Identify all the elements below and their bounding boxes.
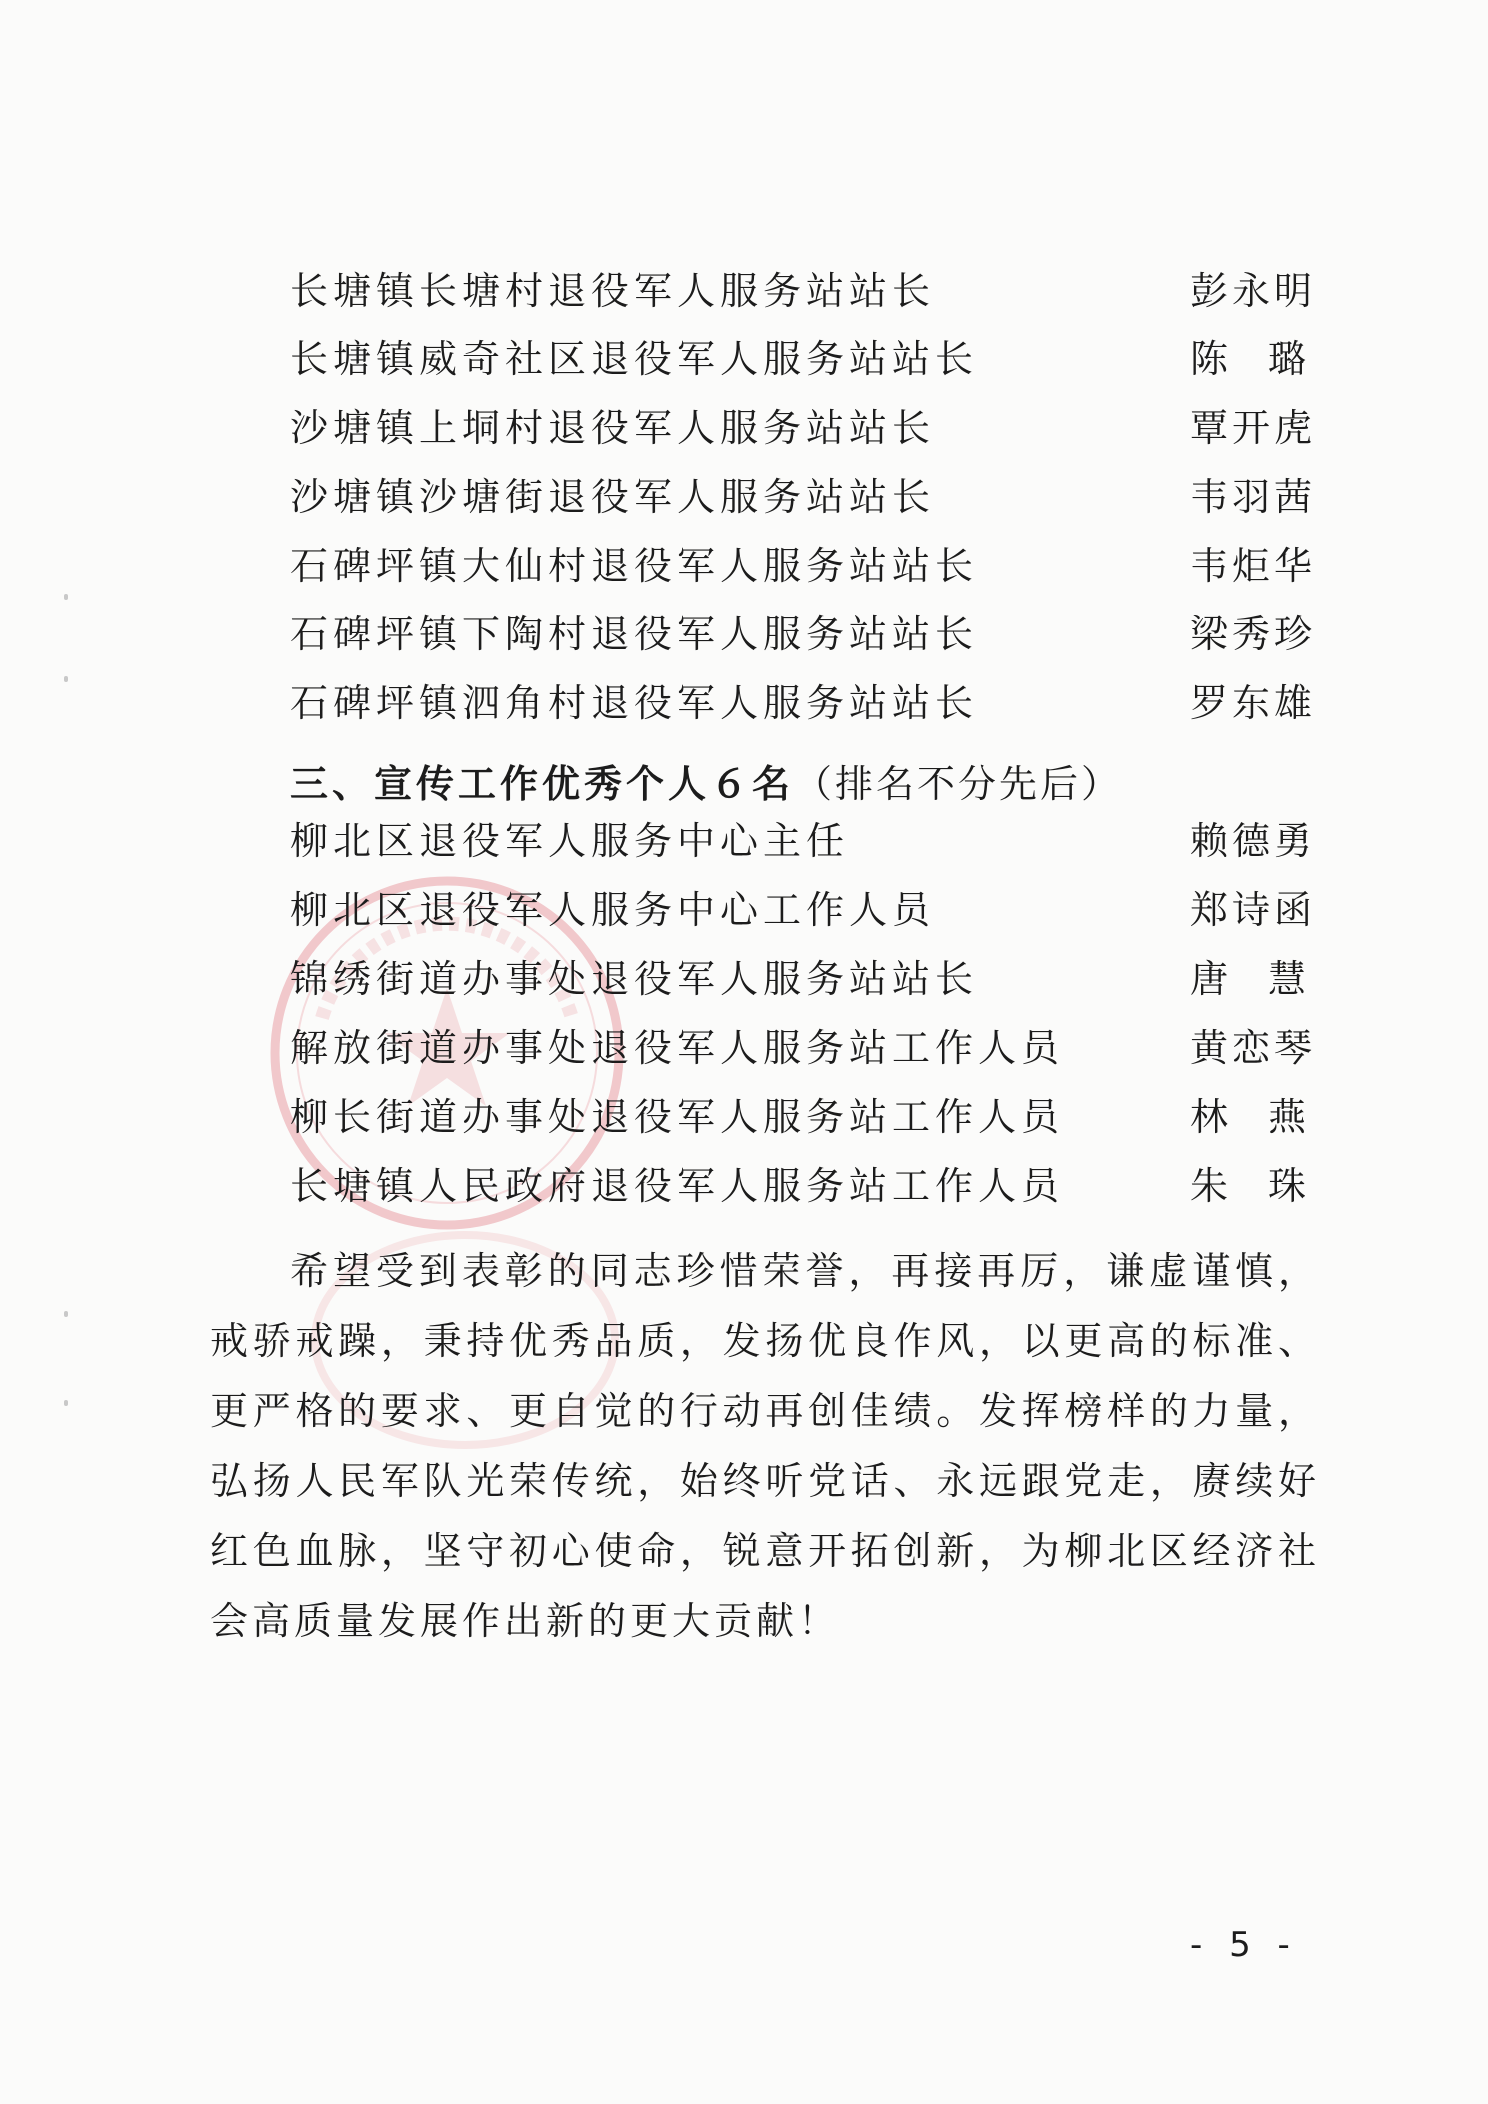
list-item — [290, 1020, 1317, 1076]
person-name: 彭永明 — [1190, 269, 1317, 313]
position-title: 解放街道办事处退役军人服务站工作人员 — [290, 1026, 1065, 1070]
scan-speck — [64, 1311, 68, 1317]
person-name: 朱 珠 — [1190, 1164, 1310, 1208]
list-item — [290, 538, 1317, 594]
list-item — [290, 951, 1310, 1007]
position-title: 石碑坪镇泗角村退役军人服务站站长 — [290, 681, 979, 725]
person-name: 郑诗函 — [1190, 888, 1317, 932]
list-item — [290, 813, 1317, 869]
position-title: 柳长街道办事处退役军人服务站工作人员 — [290, 1095, 1065, 1139]
position-title: 锦绣街道办事处退役军人服务站站长 — [290, 957, 979, 1001]
position-title: 石碑坪镇下陶村退役军人服务站站长 — [290, 612, 979, 656]
person-name: 唐 慧 — [1190, 957, 1310, 1001]
position-title: 沙塘镇沙塘街退役军人服务站站长 — [290, 475, 936, 519]
position-title: 长塘镇长塘村退役军人服务站站长 — [290, 269, 936, 313]
position-title: 沙塘镇上垌村退役军人服务站站长 — [290, 406, 936, 450]
person-name: 韦羽茜 — [1190, 475, 1317, 519]
person-name: 黄恋琴 — [1190, 1026, 1317, 1070]
scan-speck — [64, 676, 68, 682]
position-title: 石碑坪镇大仙村退役军人服务站站长 — [290, 544, 979, 588]
position-title: 柳北区退役军人服务中心主任 — [290, 819, 850, 863]
person-name: 林 燕 — [1190, 1095, 1310, 1139]
list-item — [290, 331, 1310, 387]
person-name: 梁秀珍 — [1190, 612, 1317, 656]
closing-paragraph: 希望受到表彰的同志珍惜荣誉，再接再厉，谦虚谨慎，戒骄戒躁，秉持优秀品质，发扬优良作风，以更高的标准、更严格的要求、更自觉的行动再创佳绩。发挥榜样的力量，弘扬人民军队光荣传统，始终听党话、永远跟党走，赓续好红色血脉，坚守初心使命，锐意开拓创新，为柳北区经济社会高质量发展作出新的更大贡献！ — [210, 1249, 1320, 1643]
list-item — [290, 606, 1317, 662]
list-item — [290, 263, 1317, 319]
page-number: - 5 - — [1190, 1925, 1298, 1965]
position-title: 长塘镇威奇社区退役军人服务站站长 — [290, 337, 979, 381]
list-item — [290, 675, 1317, 731]
section-heading — [290, 754, 1122, 814]
section-heading-note: （排名不分先后） — [794, 762, 1123, 806]
position-title: 柳北区退役军人服务中心工作人员 — [290, 888, 936, 932]
person-name: 陈 璐 — [1190, 337, 1310, 381]
person-name: 罗东雄 — [1190, 681, 1317, 725]
list-item — [290, 469, 1317, 525]
list-item — [290, 882, 1317, 938]
list-item — [290, 400, 1317, 456]
section-heading-main: 三、宣传工作优秀个人６名 — [290, 762, 795, 806]
list-item — [290, 1158, 1310, 1214]
position-title: 长塘镇人民政府退役军人服务站工作人员 — [290, 1164, 1065, 1208]
scan-speck — [64, 594, 68, 600]
person-name: 韦炬华 — [1190, 544, 1317, 588]
scan-speck — [64, 1400, 68, 1406]
person-name: 赖德勇 — [1190, 819, 1317, 863]
list-item — [290, 1089, 1310, 1145]
person-name: 覃开虎 — [1190, 406, 1317, 450]
